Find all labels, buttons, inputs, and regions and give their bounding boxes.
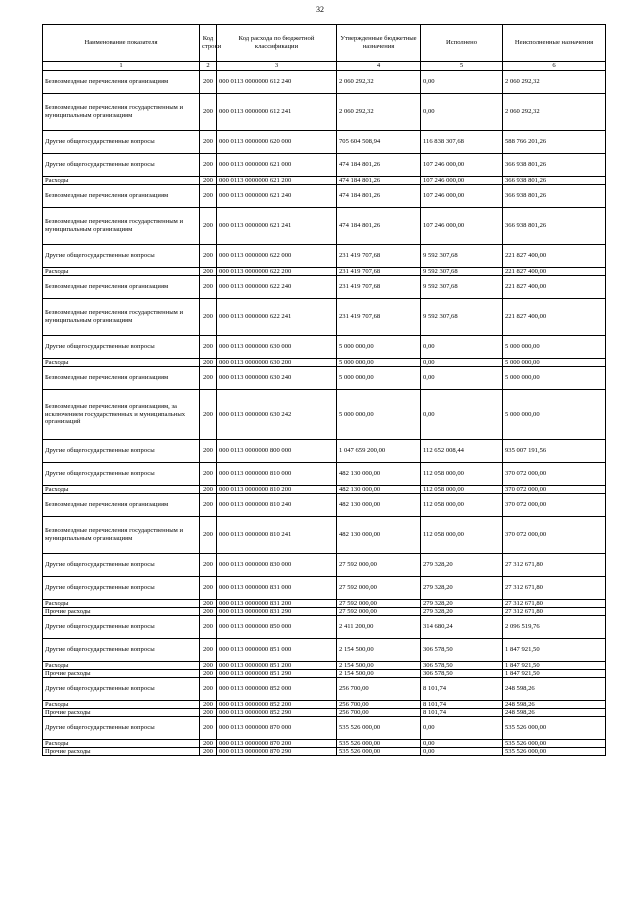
row-code: 200 [200,336,217,359]
row-approved: 2 154 500,00 [337,670,421,678]
row-code: 200 [200,94,217,131]
table-row [43,71,606,94]
row-unexecuted: 370 072 000,00 [503,486,606,494]
row-code: 200 [200,245,217,268]
row-code: 200 [200,71,217,94]
row-executed: 306 578,50 [421,639,503,662]
row-code: 200 [200,276,217,299]
row-code: 200 [200,740,217,748]
row-kbk-code: 000 0113 0000000 630 242 [217,390,337,440]
row-name: Прочие расходы [43,670,200,678]
page-number: 32 [316,5,324,14]
row-executed: 107 246 000,00 [421,185,503,208]
row-approved: 27 592 000,00 [337,600,421,608]
row-code: 200 [200,390,217,440]
row-kbk-code: 000 0113 0000000 831 290 [217,608,337,616]
row-approved: 27 592 000,00 [337,577,421,600]
col-number: 5 [421,62,503,71]
row-approved: 231 419 707,68 [337,245,421,268]
row-kbk-code: 000 0113 0000000 621 240 [217,185,337,208]
header-kbk: Код расхода по бюджетной классификации [217,25,337,62]
row-executed: 0,00 [421,717,503,740]
table-row [43,554,606,577]
row-code: 200 [200,608,217,616]
row-approved: 5 000 000,00 [337,390,421,440]
row-name: Другие общегосударственные вопросы [43,678,200,701]
row-approved: 535 526 000,00 [337,740,421,748]
table-row [43,748,606,756]
table-row [43,94,606,131]
row-unexecuted: 27 312 671,80 [503,600,606,608]
row-unexecuted: 5 000 000,00 [503,336,606,359]
row-code: 200 [200,670,217,678]
row-unexecuted: 2 096 519,76 [503,616,606,639]
row-kbk-code: 000 0113 0000000 870 200 [217,740,337,748]
row-unexecuted: 221 827 400,00 [503,245,606,268]
row-executed: 0,00 [421,336,503,359]
row-kbk-code: 000 0113 0000000 870 000 [217,717,337,740]
row-code: 200 [200,709,217,717]
row-code: 200 [200,440,217,463]
table-row [43,131,606,154]
row-name: Безвозмездные перечисления государственным и муниципальным организациям [43,94,200,131]
row-name: Расходы [43,177,200,185]
row-approved: 2 154 500,00 [337,662,421,670]
row-approved: 482 130 000,00 [337,517,421,554]
row-name: Безвозмездные перечисления государственным и муниципальным организациям [43,299,200,336]
row-executed: 0,00 [421,359,503,367]
row-unexecuted: 366 938 801,26 [503,177,606,185]
table-row [43,177,606,185]
table-row [43,440,606,463]
table-row [43,299,606,336]
row-unexecuted: 588 766 201,26 [503,131,606,154]
row-executed: 0,00 [421,390,503,440]
header-code: Код строки [200,25,217,62]
row-name: Прочие расходы [43,709,200,717]
table-body [43,71,606,756]
row-name: Прочие расходы [43,608,200,616]
table-row [43,577,606,600]
row-approved: 5 000 000,00 [337,367,421,390]
row-unexecuted: 1 847 921,50 [503,639,606,662]
row-name: Безвозмездные перечисления государственным и муниципальным организациям [43,208,200,245]
row-executed: 112 058 000,00 [421,494,503,517]
header-name: Наименование показателя [43,25,200,62]
row-unexecuted: 2 060 292,32 [503,71,606,94]
row-approved: 2 060 292,32 [337,71,421,94]
row-unexecuted: 2 060 292,32 [503,94,606,131]
row-unexecuted: 248 598,26 [503,701,606,709]
row-code: 200 [200,678,217,701]
row-approved: 2 411 200,00 [337,616,421,639]
row-unexecuted: 370 072 000,00 [503,463,606,486]
row-executed: 306 578,50 [421,662,503,670]
row-code: 200 [200,600,217,608]
row-name: Другие общегосударственные вопросы [43,616,200,639]
row-kbk-code: 000 0113 0000000 622 240 [217,276,337,299]
row-executed: 0,00 [421,71,503,94]
table-row [43,359,606,367]
row-executed: 116 838 307,68 [421,131,503,154]
row-executed: 112 058 000,00 [421,517,503,554]
budget-report-table [42,24,606,756]
row-name: Другие общегосударственные вопросы [43,154,200,177]
row-executed: 112 058 000,00 [421,486,503,494]
table-row [43,670,606,678]
row-approved: 27 592 000,00 [337,554,421,577]
row-kbk-code: 000 0113 0000000 621 200 [217,177,337,185]
row-approved: 5 000 000,00 [337,336,421,359]
col-number: 2 [200,62,217,71]
row-code: 200 [200,359,217,367]
row-name: Другие общегосударственные вопросы [43,245,200,268]
row-approved: 2 154 500,00 [337,639,421,662]
row-name: Прочие расходы [43,748,200,756]
row-name: Другие общегосударственные вопросы [43,577,200,600]
table-row [43,608,606,616]
row-approved: 482 130 000,00 [337,463,421,486]
row-executed: 8 101,74 [421,701,503,709]
row-executed: 279 328,20 [421,600,503,608]
row-approved: 1 047 659 200,00 [337,440,421,463]
row-name: Другие общегосударственные вопросы [43,717,200,740]
table-row [43,494,606,517]
row-executed: 9 592 307,68 [421,299,503,336]
row-executed: 279 328,20 [421,554,503,577]
row-kbk-code: 000 0113 0000000 870 290 [217,748,337,756]
row-kbk-code: 000 0113 0000000 612 240 [217,71,337,94]
row-kbk-code: 000 0113 0000000 630 240 [217,367,337,390]
row-name: Безвозмездные перечисления организациям [43,494,200,517]
row-code: 200 [200,494,217,517]
table-row [43,276,606,299]
row-kbk-code: 000 0113 0000000 620 000 [217,131,337,154]
row-approved: 27 592 000,00 [337,608,421,616]
row-name: Безвозмездные перечисления организациям [43,71,200,94]
row-executed: 8 101,74 [421,678,503,701]
table-row [43,208,606,245]
row-executed: 314 680,24 [421,616,503,639]
table-row [43,463,606,486]
row-unexecuted: 535 526 000,00 [503,748,606,756]
row-executed: 0,00 [421,740,503,748]
row-name: Другие общегосударственные вопросы [43,440,200,463]
row-approved: 231 419 707,68 [337,299,421,336]
row-name: Другие общегосударственные вопросы [43,463,200,486]
row-unexecuted: 248 598,26 [503,678,606,701]
row-unexecuted: 5 000 000,00 [503,390,606,440]
row-code: 200 [200,701,217,709]
row-name: Безвозмездные перечисления организациям [43,276,200,299]
row-name: Расходы [43,740,200,748]
row-code: 200 [200,554,217,577]
table-row [43,740,606,748]
col-number: 1 [43,62,200,71]
row-kbk-code: 000 0113 0000000 830 000 [217,554,337,577]
header-executed: Исполнено [421,25,503,62]
row-executed: 279 328,20 [421,577,503,600]
row-code: 200 [200,208,217,245]
table-row [43,717,606,740]
row-kbk-code: 000 0113 0000000 851 000 [217,639,337,662]
row-unexecuted: 248 598,26 [503,709,606,717]
row-kbk-code: 000 0113 0000000 800 000 [217,440,337,463]
row-unexecuted: 1 847 921,50 [503,662,606,670]
row-approved: 474 184 801,26 [337,154,421,177]
row-kbk-code: 000 0113 0000000 850 000 [217,616,337,639]
row-kbk-code: 000 0113 0000000 810 200 [217,486,337,494]
row-name: Расходы [43,701,200,709]
row-kbk-code: 000 0113 0000000 810 241 [217,517,337,554]
row-approved: 256 700,00 [337,701,421,709]
row-approved: 474 184 801,26 [337,208,421,245]
row-approved: 482 130 000,00 [337,486,421,494]
table-row [43,600,606,608]
row-code: 200 [200,517,217,554]
row-executed: 8 101,74 [421,709,503,717]
row-name: Безвозмездные перечисления организациям, за исключением государственных и муниципальных организаций [43,390,200,440]
row-unexecuted: 935 007 191,56 [503,440,606,463]
table-row [43,517,606,554]
table-row [43,662,606,670]
table-row [43,268,606,276]
row-unexecuted: 221 827 400,00 [503,299,606,336]
table-row [43,486,606,494]
row-kbk-code: 000 0113 0000000 852 200 [217,701,337,709]
col-number: 4 [337,62,421,71]
row-approved: 256 700,00 [337,709,421,717]
row-kbk-code: 000 0113 0000000 621 241 [217,208,337,245]
row-approved: 535 526 000,00 [337,748,421,756]
row-code: 200 [200,154,217,177]
row-executed: 9 592 307,68 [421,268,503,276]
row-name: Безвозмездные перечисления государственным и муниципальным организациям [43,517,200,554]
row-unexecuted: 366 938 801,26 [503,154,606,177]
row-kbk-code: 000 0113 0000000 810 000 [217,463,337,486]
row-kbk-code: 000 0113 0000000 852 000 [217,678,337,701]
row-approved: 231 419 707,68 [337,268,421,276]
row-unexecuted: 366 938 801,26 [503,208,606,245]
row-code: 200 [200,185,217,208]
row-code: 200 [200,486,217,494]
table-row [43,678,606,701]
row-kbk-code: 000 0113 0000000 622 200 [217,268,337,276]
row-code: 200 [200,662,217,670]
row-kbk-code: 000 0113 0000000 622 241 [217,299,337,336]
row-approved: 231 419 707,68 [337,276,421,299]
row-name: Безвозмездные перечисления организациям [43,367,200,390]
table-row [43,367,606,390]
table-row [43,245,606,268]
table-row [43,185,606,208]
table-row [43,390,606,440]
table-row [43,154,606,177]
row-code: 200 [200,616,217,639]
row-unexecuted: 5 000 000,00 [503,359,606,367]
row-code: 200 [200,131,217,154]
header-unexecuted: Неисполненные назначения [503,25,606,62]
row-executed: 9 592 307,68 [421,245,503,268]
row-unexecuted: 366 938 801,26 [503,185,606,208]
row-approved: 482 130 000,00 [337,494,421,517]
row-code: 200 [200,463,217,486]
row-executed: 306 578,50 [421,670,503,678]
row-unexecuted: 27 312 671,80 [503,554,606,577]
row-kbk-code: 000 0113 0000000 622 000 [217,245,337,268]
col-number: 3 [217,62,337,71]
table-row [43,336,606,359]
row-kbk-code: 000 0113 0000000 810 240 [217,494,337,517]
table-row [43,639,606,662]
row-name: Другие общегосударственные вопросы [43,336,200,359]
row-code: 200 [200,639,217,662]
row-executed: 112 652 008,44 [421,440,503,463]
table-row [43,701,606,709]
row-approved: 705 604 508,94 [337,131,421,154]
row-unexecuted: 535 526 000,00 [503,717,606,740]
row-code: 200 [200,299,217,336]
row-name: Расходы [43,662,200,670]
row-kbk-code: 000 0113 0000000 852 290 [217,709,337,717]
row-unexecuted: 221 827 400,00 [503,268,606,276]
row-name: Расходы [43,359,200,367]
table-row [43,709,606,717]
row-executed: 0,00 [421,367,503,390]
table-row [43,616,606,639]
row-approved: 256 700,00 [337,678,421,701]
row-kbk-code: 000 0113 0000000 851 200 [217,662,337,670]
row-unexecuted: 1 847 921,50 [503,670,606,678]
col-number: 6 [503,62,606,71]
row-name: Расходы [43,486,200,494]
row-kbk-code: 000 0113 0000000 612 241 [217,94,337,131]
row-unexecuted: 5 000 000,00 [503,367,606,390]
row-kbk-code: 000 0113 0000000 621 000 [217,154,337,177]
row-name: Другие общегосударственные вопросы [43,639,200,662]
row-kbk-code: 000 0113 0000000 630 200 [217,359,337,367]
row-kbk-code: 000 0113 0000000 831 200 [217,600,337,608]
row-approved: 535 526 000,00 [337,717,421,740]
row-code: 200 [200,177,217,185]
row-name: Другие общегосударственные вопросы [43,131,200,154]
row-executed: 9 592 307,68 [421,276,503,299]
row-approved: 474 184 801,26 [337,185,421,208]
row-unexecuted: 27 312 671,80 [503,577,606,600]
row-executed: 279 328,20 [421,608,503,616]
row-unexecuted: 27 312 671,80 [503,608,606,616]
row-kbk-code: 000 0113 0000000 831 000 [217,577,337,600]
row-code: 200 [200,367,217,390]
row-name: Другие общегосударственные вопросы [43,554,200,577]
row-executed: 112 058 000,00 [421,463,503,486]
row-executed: 107 246 000,00 [421,177,503,185]
row-approved: 474 184 801,26 [337,177,421,185]
row-code: 200 [200,268,217,276]
row-executed: 107 246 000,00 [421,208,503,245]
row-executed: 0,00 [421,748,503,756]
row-executed: 0,00 [421,94,503,131]
row-name: Расходы [43,268,200,276]
row-approved: 2 060 292,32 [337,94,421,131]
row-unexecuted: 370 072 000,00 [503,517,606,554]
header-approved: Утвержденные бюджетные назначения [337,25,421,62]
row-unexecuted: 221 827 400,00 [503,276,606,299]
row-unexecuted: 535 526 000,00 [503,740,606,748]
row-approved: 5 000 000,00 [337,359,421,367]
row-kbk-code: 000 0113 0000000 630 000 [217,336,337,359]
row-executed: 107 246 000,00 [421,154,503,177]
row-unexecuted: 370 072 000,00 [503,494,606,517]
row-code: 200 [200,577,217,600]
row-code: 200 [200,717,217,740]
row-kbk-code: 000 0113 0000000 851 290 [217,670,337,678]
row-name: Безвозмездные перечисления организациям [43,185,200,208]
row-code: 200 [200,748,217,756]
row-name: Расходы [43,600,200,608]
